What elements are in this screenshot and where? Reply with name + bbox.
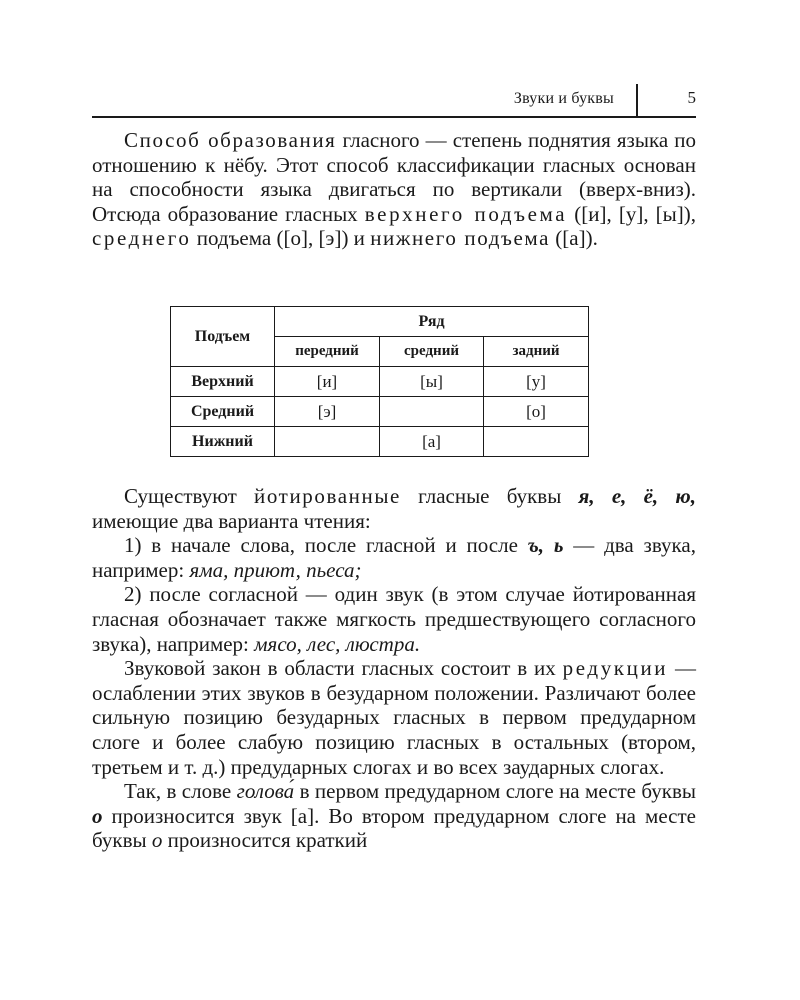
text-run: имеющие два варианта чтения: xyxy=(92,508,371,533)
letter-o-bold: о xyxy=(92,803,103,828)
text-block-bottom xyxy=(92,484,696,853)
text-run: гласного — степень поднятия языка по отношению к нёбу. Этот способ классификации гласных основан на способности языка двигаться по вертикали (вверх-вниз). Отсюда образование гласных xyxy=(92,128,696,226)
paragraph-iotated xyxy=(92,484,696,533)
term-iotated: йотированные xyxy=(254,484,401,508)
table-row xyxy=(171,397,589,427)
table-cell xyxy=(380,397,484,427)
text-run: Звуковой закон в области гласных состоит в их xyxy=(124,656,563,681)
term-reduction: редукции xyxy=(562,656,669,681)
text-run: произносится краткий xyxy=(162,828,368,853)
page-number: 5 xyxy=(687,88,696,107)
table-row xyxy=(171,367,589,397)
letters-signs: ъ, ь xyxy=(527,533,564,558)
term-middle: среднего xyxy=(92,226,192,251)
text-run: гласные буквы xyxy=(400,484,579,508)
term-formation-method: Способ образования xyxy=(124,128,337,152)
section-title: Звуки и буквы xyxy=(513,90,614,107)
letters-iotated: я, е, ё, ю, xyxy=(578,484,696,508)
row-label: Нижний xyxy=(171,427,275,457)
letter-o: о xyxy=(151,828,163,853)
text-run: подъема ([о], [э]) и xyxy=(191,226,371,251)
paragraph-reduction xyxy=(92,656,696,779)
table-cell: [и] xyxy=(275,367,380,397)
text-run: ([и], [у], [ы]), xyxy=(567,201,696,226)
table-row xyxy=(171,427,589,457)
text-run: 1) в начале слова, после гласной и после xyxy=(124,533,528,558)
examples-1: яма, приют, пьеса; xyxy=(189,557,362,582)
table-cell xyxy=(275,427,380,457)
text-run: — два звука, например: xyxy=(92,533,697,582)
term-lower-rise: нижнего подъема xyxy=(370,226,551,251)
table-cell: [э] xyxy=(275,397,380,427)
text-run: — ослаблении этих звуков в безударном положении. Различают более сильную позицию безударных гласных в первом предударном слоге и более слабую позицию гласных в остальных (втором, третьем и т. д.) предударных слогах и во всех заударных слогах. xyxy=(92,656,697,779)
table-cell: [а] xyxy=(380,427,484,457)
table-cell: [о] xyxy=(484,397,589,427)
example-word: голова́ xyxy=(236,779,295,804)
row-label: Верхний xyxy=(171,367,275,397)
table-head-row: Ряд xyxy=(275,307,589,337)
table-cell xyxy=(484,427,589,457)
paragraph-case-1 xyxy=(92,533,696,582)
text-run: Существуют xyxy=(124,484,254,508)
row-label: Средний xyxy=(171,397,275,427)
text-block-top xyxy=(92,128,696,251)
running-header xyxy=(92,84,696,118)
table-cell: [ы] xyxy=(380,367,484,397)
term-upper-rise: верхнего подъема xyxy=(364,201,568,226)
text-run: Так, в слове xyxy=(124,779,237,804)
vowel-table xyxy=(170,306,589,457)
text-run: 2) после согласной — один звук (в этом случае йотированная гласная обозначает также мягкость предшествующего согласного звука), например: xyxy=(92,582,696,656)
table-head-rise: Подъем xyxy=(171,307,275,367)
paragraph-example-golova xyxy=(92,779,696,853)
header-separator xyxy=(636,84,638,116)
text-run: ([а]). xyxy=(550,226,598,251)
text-run: произносится звук [а]. Во втором предударном слоге на месте буквы xyxy=(92,803,696,853)
paragraph-vowel-formation xyxy=(92,128,696,251)
table-cell: [у] xyxy=(484,367,589,397)
table-col-back: задний xyxy=(484,337,589,367)
table-col-front: передний xyxy=(275,337,380,367)
paragraph-case-2 xyxy=(92,582,696,656)
table-col-central: средний xyxy=(380,337,484,367)
text-run: в первом предударном слоге на месте буквы xyxy=(294,779,696,804)
examples-2: мясо, лес, люстра. xyxy=(254,631,421,656)
